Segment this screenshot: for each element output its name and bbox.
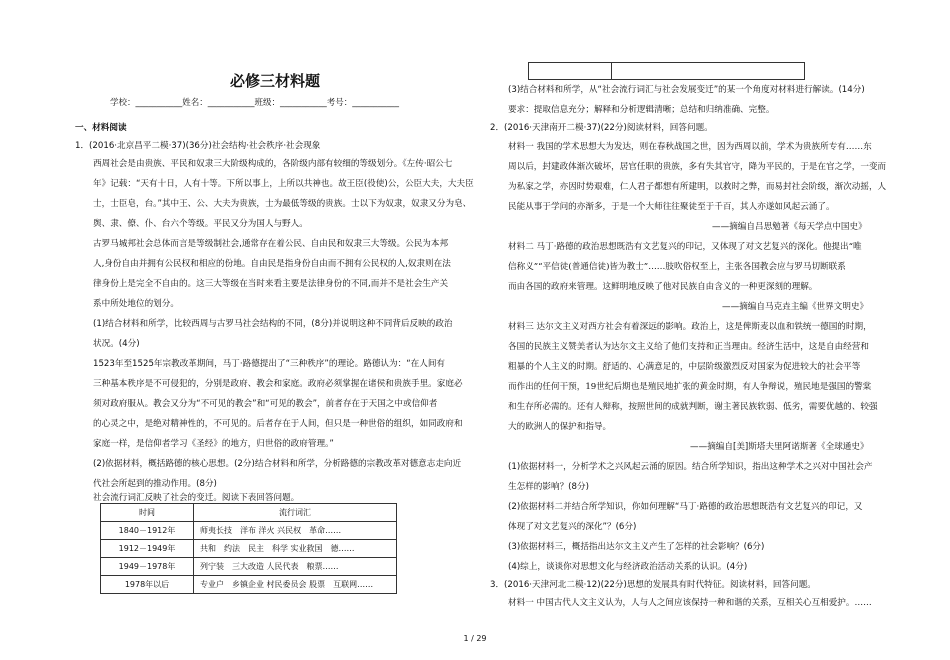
table-cell: 专业户 乡镇企业 村民委员会 股票 互联网……: [194, 576, 397, 594]
material-line: 的心灵之中，是绝对精神性的，不可见的。后者存在于人间，但只是一种世俗的组织，如同政府和: [93, 419, 463, 429]
table-continuation: [528, 62, 805, 80]
material-line: 材料三 达尔文主义对西方社会有着深远的影响。政治上，这是俾斯麦以血和铁统一德国的时期，: [508, 322, 872, 332]
page-title: 必修三材料题: [229, 72, 320, 90]
student-info-line: 学校：___________姓名：___________班级：___________考号：___________: [110, 98, 400, 108]
vocabulary-table: [100, 503, 397, 594]
question-line: (4)综上，谈谈你对思想文化与经济政治活动关系的认识。(4分): [508, 562, 748, 572]
question-line: 状况。(4分): [93, 339, 140, 349]
table-cell: 共和 约法 民主 科学 实业救国 德……: [194, 540, 397, 558]
material-line: 粗暴的个人主义的时期。舒适的、心满意足的，中层阶级激烈反对国家为促进较大的社会平等: [508, 362, 861, 372]
question-line: (1)结合材料和所学，比较西周与古罗马社会结构的不同，(8分)并说明这种不同背后反映的政治: [93, 319, 453, 329]
material-line: 人,身份自由并拥有公民权和相应的份地。自由民是指身份自由而不拥有公民权的人,奴隶则在法: [93, 259, 451, 269]
question-line: (2)依据材料，概括路德的核心思想。(2分)结合材料和所学，分析路德的宗教改革对德意志走向近: [93, 459, 462, 469]
material-line: 系中所处地位的划分。: [93, 299, 179, 309]
material-line: 各国的民族主义赞美者认为达尔文主义给了他们支持和正当理由。经济生活中，这是自由经营和: [508, 342, 869, 352]
material-line: 材料二 马丁·路德的政治思想既浩有文艺复兴的印记，又体现了对文艺复兴的深化。他提出“唯: [508, 242, 862, 252]
material-line: 年》记载：“天有十日，人有十等。下所以事上，上所以共神也。故王臣(役使)公，公臣大夫，大夫臣: [93, 179, 474, 189]
table-cell: [612, 63, 805, 80]
material-line: 家庭一样，是信仰者学习《圣经》的地方，归世俗的政府管理。”: [93, 439, 334, 449]
table-cell: 1840－1912年: [101, 522, 194, 540]
requirement-line: 要求：提取信息充分；解释和分析逻辑清晰；总结和归纳准确、完整。: [508, 105, 775, 115]
material-line: 1523年至1525年宗教改革期间，马丁·路德提出了“三种秩序”的理论。路德认为：“在人间有: [93, 359, 446, 369]
material-line: 舆、隶、僚、仆、台六个等级。平民又分为国人与野人。: [93, 219, 308, 229]
question-3-heading: 3．(2016·天津河北二模·12)(22分)思想的发展具有时代特征。阅读材料，回答问题。: [490, 580, 816, 590]
table-header-cell: 流行词汇: [194, 504, 397, 522]
question-line: (2)依据材料二并结合所学知识，你如何理解“马丁·路德的政治思想既浩有文艺复兴的印记，又: [508, 502, 863, 512]
table-header-row: [101, 504, 397, 522]
material-line: 士，士臣皂，台。”其中王、公、大夫为贵族，士为最低等级的贵族。士以下为奴隶，奴隶又分为皂、: [93, 199, 472, 209]
material-line: 三种基本秩序是不可侵犯的，分别是政府、教会和家庭。政府必须掌握在诸侯和贵族手里。家庭必: [93, 379, 463, 389]
table-cell: 1949－1978年: [101, 558, 194, 576]
material-line: 和生存所必需的。还有人辩称，按照世间的成就判断，谢主著民族软弱、低劣，需要优越的、较强: [508, 402, 878, 412]
source-citation: ——摘编自[美]斯塔夫里阿诺斯著《全球通史》: [690, 442, 869, 452]
material-line: 而由各国的政府来管理。这鲜明地反映了他对民族自由含义的一种更深刻的理解。: [508, 282, 818, 292]
question-line: (3)依据材料三，概括指出达尔文主义产生了怎样的社会影响？(6分): [508, 542, 765, 552]
material-line: 材料一 中国古代人文主义认为，人与人之间应该保持一种和谐的关系，互相关心互相爱护。……: [508, 598, 872, 608]
table-cell: 列宁装 三大改造 人民代表 粮票……: [194, 558, 397, 576]
question-line: 代社会所起到的推动作用。(8分): [93, 479, 217, 489]
question-line: (3)结合材料和所学，从“社会流行词汇与社会发展变迁”的某一个角度对材料进行解读。(14分): [508, 85, 865, 95]
table-row: [101, 558, 397, 576]
question-1-heading: 1．(2016·北京昌平二模·37)(36分)社会结构·社会秩序·社会现象: [75, 141, 321, 151]
table-row: [101, 522, 397, 540]
material-line: 律身份上是完全不自由的。这三大等级在当时来看主要是法律身份的不同,而并不是社会生产关: [93, 279, 449, 289]
question-line: 体现了对文艺复兴的深化”？(6分): [508, 522, 637, 532]
table-cell: [529, 63, 612, 80]
material-line: 须对政府服从。教会又分为“不可见的教会”和“可见的教会”，前者存在于天国之中或信仰者: [93, 399, 438, 409]
question-line: 生怎样的影响？(8分): [508, 482, 589, 492]
material-line: 古罗马城邦社会总体而言是等级制社会,通常存在着公民、自由民和奴隶三大等级。公民为本邦: [93, 239, 449, 249]
material-line: 民能从事于学问的亦渐多，于是一个大师往往聚徒至于千百，其人亦遂如风起云涌了。: [508, 202, 835, 212]
table-row: [101, 576, 397, 594]
material-line: 而作出的任何干预，19世纪后期也是殖民地扩张的黄金时期，有人争辩说，殖民地是强国的警棠: [508, 382, 872, 392]
material-line: 材料一 我国的学术思想大为发达，则在春秋战国之世，因为西周以前，学术为贵族所专有……东: [508, 142, 872, 152]
source-citation: ——摘编自马克垚主编《世界文明史》: [722, 302, 869, 312]
source-citation: ——摘编自吕思勉著《每天学点中国史》: [712, 222, 867, 232]
material-line: 周以后，封建政体渐次破坏，居官任职的贵族，多有失其官守，降为平民的，于是在官之学，一变而: [508, 162, 887, 172]
table-header-cell: 时间: [101, 504, 194, 522]
section-heading: 一、材料阅读: [75, 123, 127, 133]
table-cell: 1978年以后: [101, 576, 194, 594]
material-line: 信称义”“平信徒(普通信徒)皆为教士”……肢吹俗权至上，主张各国教会应与罗马切断联系: [508, 262, 846, 272]
table-cell: 1912－1949年: [101, 540, 194, 558]
material-line: 大的欧洲人的保护和指导。: [508, 422, 612, 432]
question-2-heading: 2．(2016·天津南开二模·37)(22分)阅读材料，回答问题。: [490, 123, 713, 133]
question-line: (1)依据材料一，分析学术之兴风起云涌的原因。结合所学知识，指出这种学术之兴对中国社会产: [508, 462, 873, 472]
page-number: 1 / 29: [463, 634, 487, 643]
material-line: 为私家之学，亦因时势艰难，仁人君子都想有所建明，以救时之弊，而易封社会阶级，渐次动摇，人: [508, 182, 887, 192]
material-line: 西周社会是由贵族、平民和奴隶三大阶级构成的，各阶级内部有较细的等级划分。《左传·昭公七: [93, 159, 453, 169]
table-intro: 社会流行词汇反映了社会的变迁。阅读下表回答问题。: [93, 493, 300, 503]
table-cell: 师夷长技 洋布 洋火 兴民权 革命……: [194, 522, 397, 540]
table-row: [101, 540, 397, 558]
